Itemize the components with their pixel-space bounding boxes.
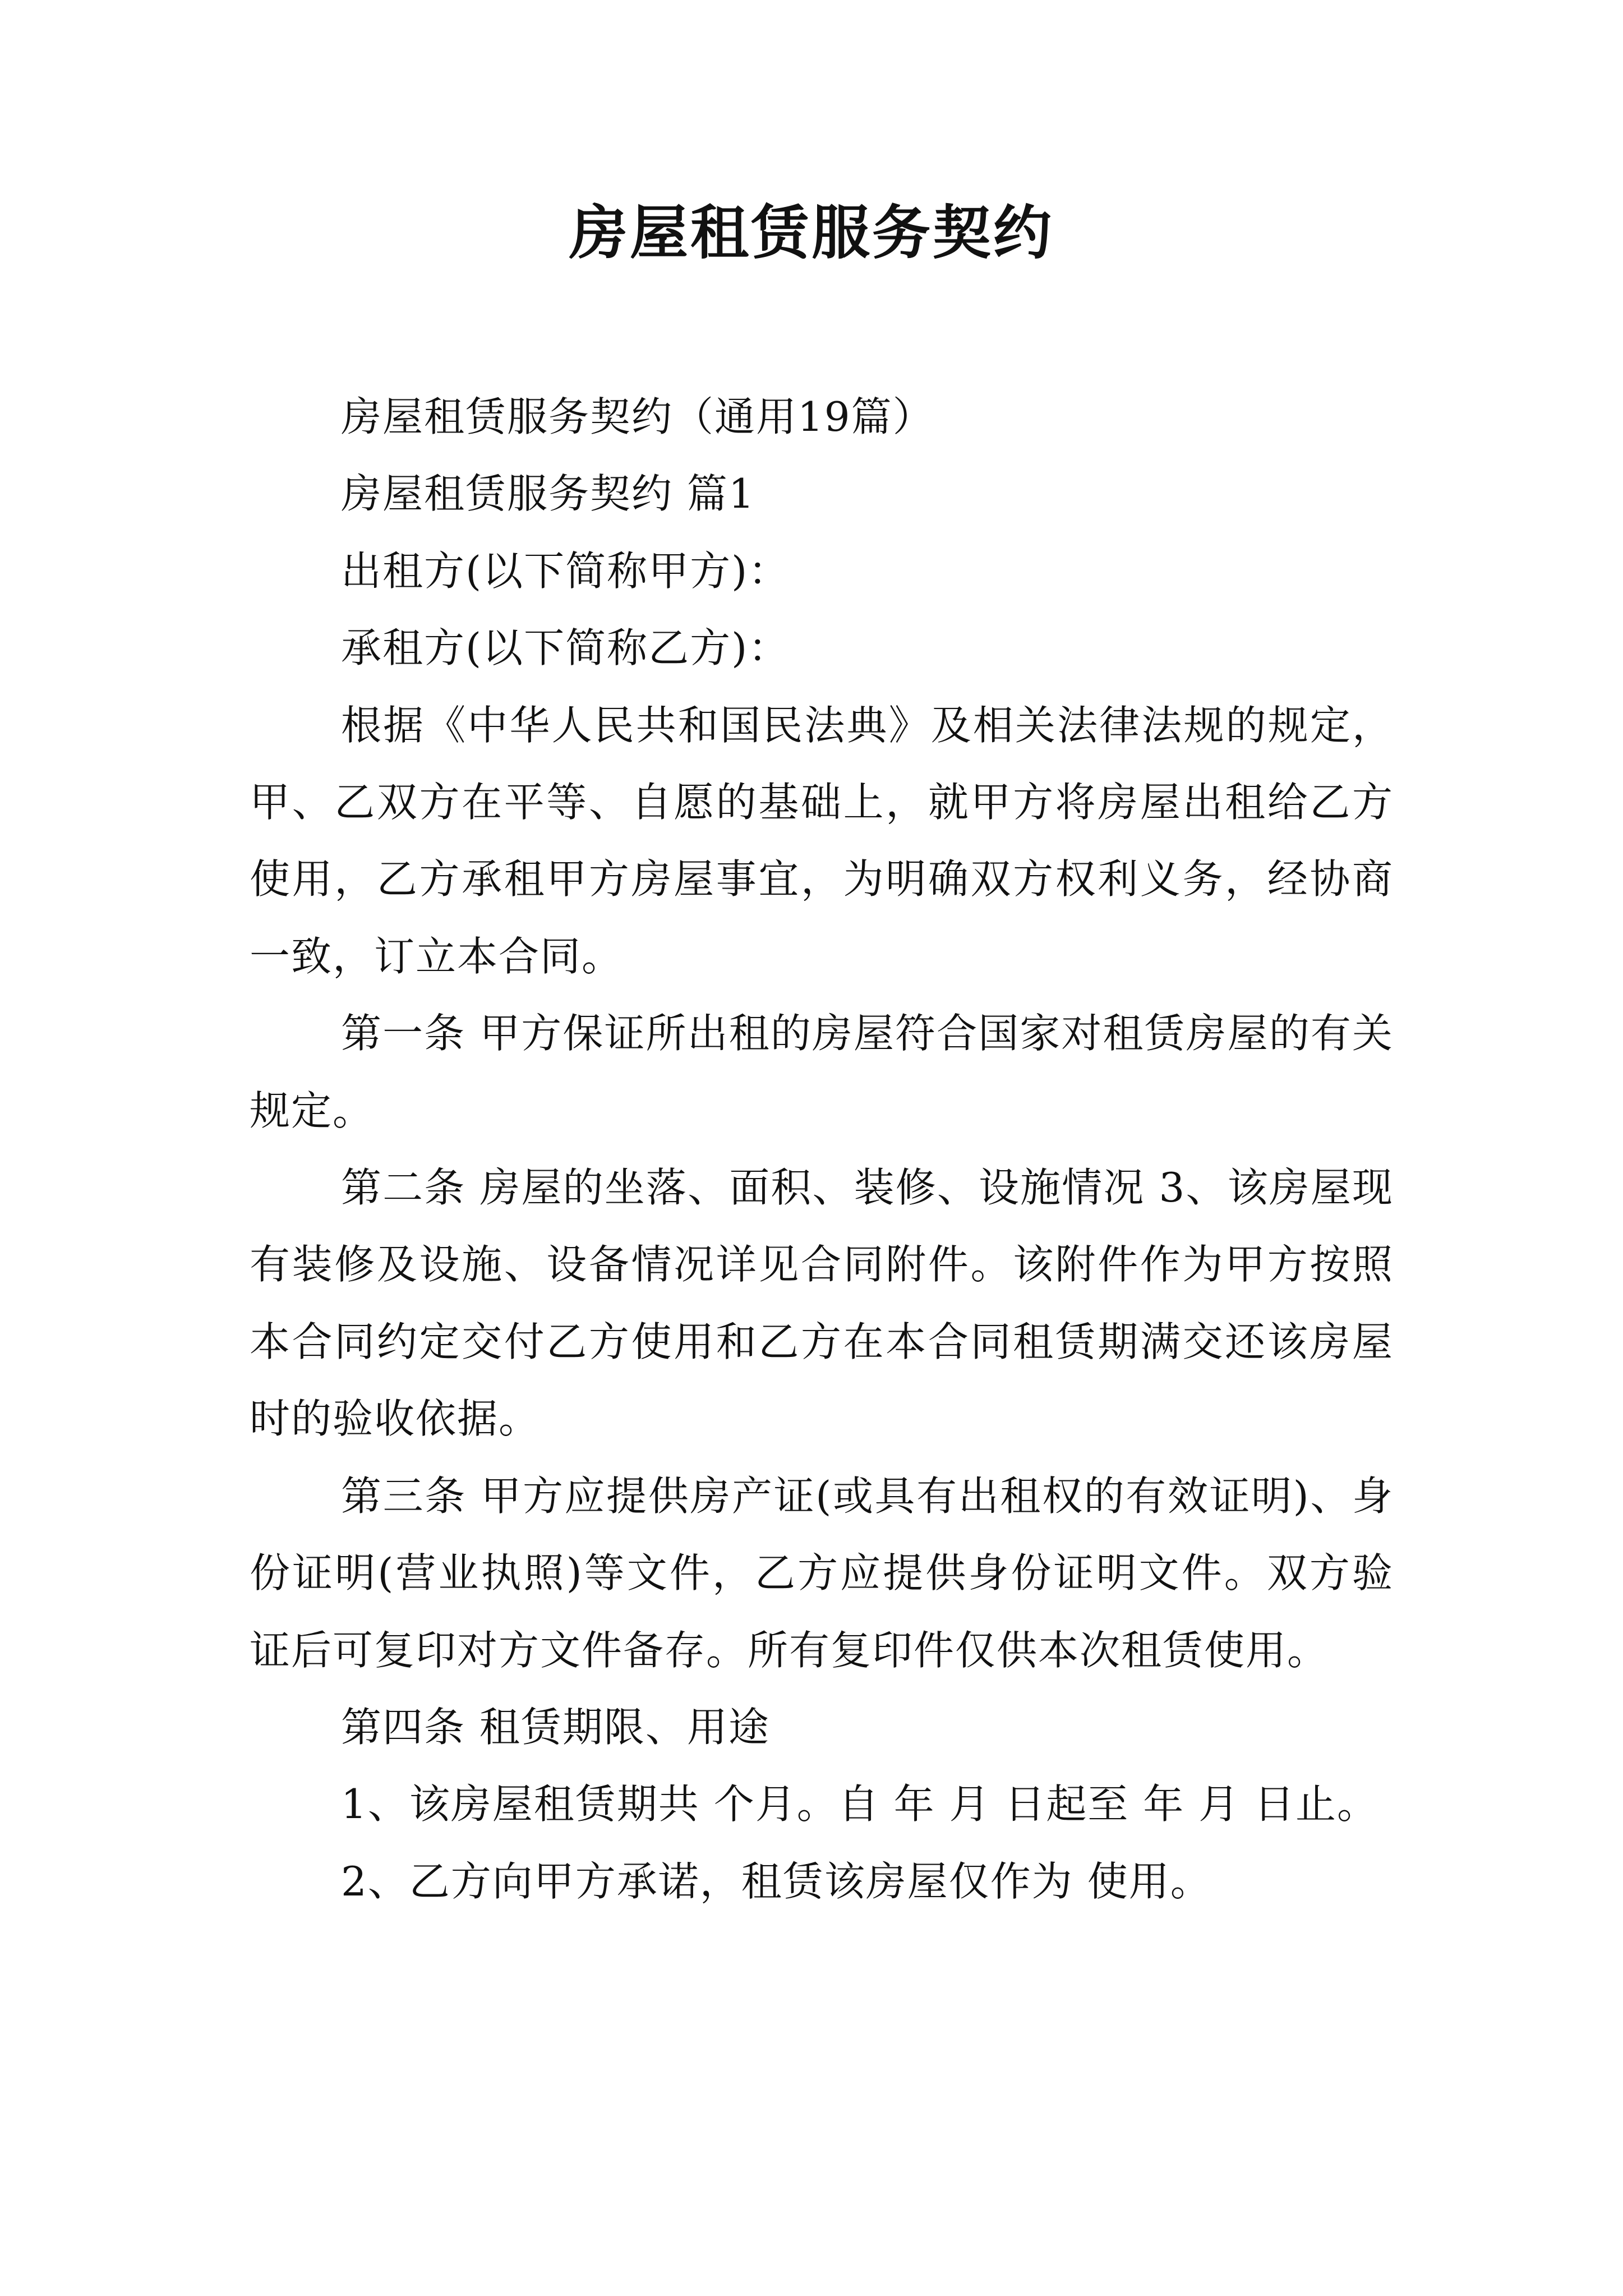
paragraph-lessor: 出租方(以下简称甲方)： — [341, 547, 790, 595]
paragraph-article-4: 第四条 租赁期限、用途 — [341, 1703, 770, 1751]
paragraph-article-2: 第二条 房屋的坐落、面积、装修、设施情况 3、该房屋现有装修及设施、设备情况详见合同附件。该附件作为甲方按照本合同约定交付乙方使用和乙方在本合同租赁期满交还该房屋时的验收依据。 — [250, 1164, 1394, 1443]
paragraph-article-4-item-1: 1、该房屋租赁期共 个月。自 年 月 日起至 年 月 日止。 — [341, 1780, 1379, 1828]
paragraph-article-1: 第一条 甲方保证所出租的房屋符合国家对租赁房屋的有关规定。 — [250, 1010, 1394, 1134]
document-title: 房屋租赁服务契约 — [569, 198, 1054, 267]
paragraph-section-heading: 房屋租赁服务契约 篇1 — [341, 470, 755, 518]
paragraph-subtitle: 房屋租赁服务契约（通用19篇） — [341, 393, 934, 440]
paragraph-article-3: 第三条 甲方应提供房产证(或具有出租权的有效证明)、身份证明(营业执照)等文件，乙方应提供身份证明文件。双方验证后可复印对方文件备存。所有复印件仅供本次租赁使用。 — [250, 1472, 1394, 1674]
document-body — [250, 379, 1394, 1920]
paragraph-preamble: 根据《中华人民共和国民法典》及相关法律法规的规定，甲、乙双方在平等、自愿的基础上，就甲方将房屋出租给乙方使用，乙方承租甲方房屋事宜，为明确双方权利义务，经协商一致，订立本合同。 — [250, 701, 1394, 980]
paragraph-lessee: 承租方(以下简称乙方)： — [341, 624, 790, 672]
paragraph-article-4-item-2: 2、乙方向甲方承诺，租赁该房屋仅作为 使用。 — [341, 1857, 1212, 1905]
